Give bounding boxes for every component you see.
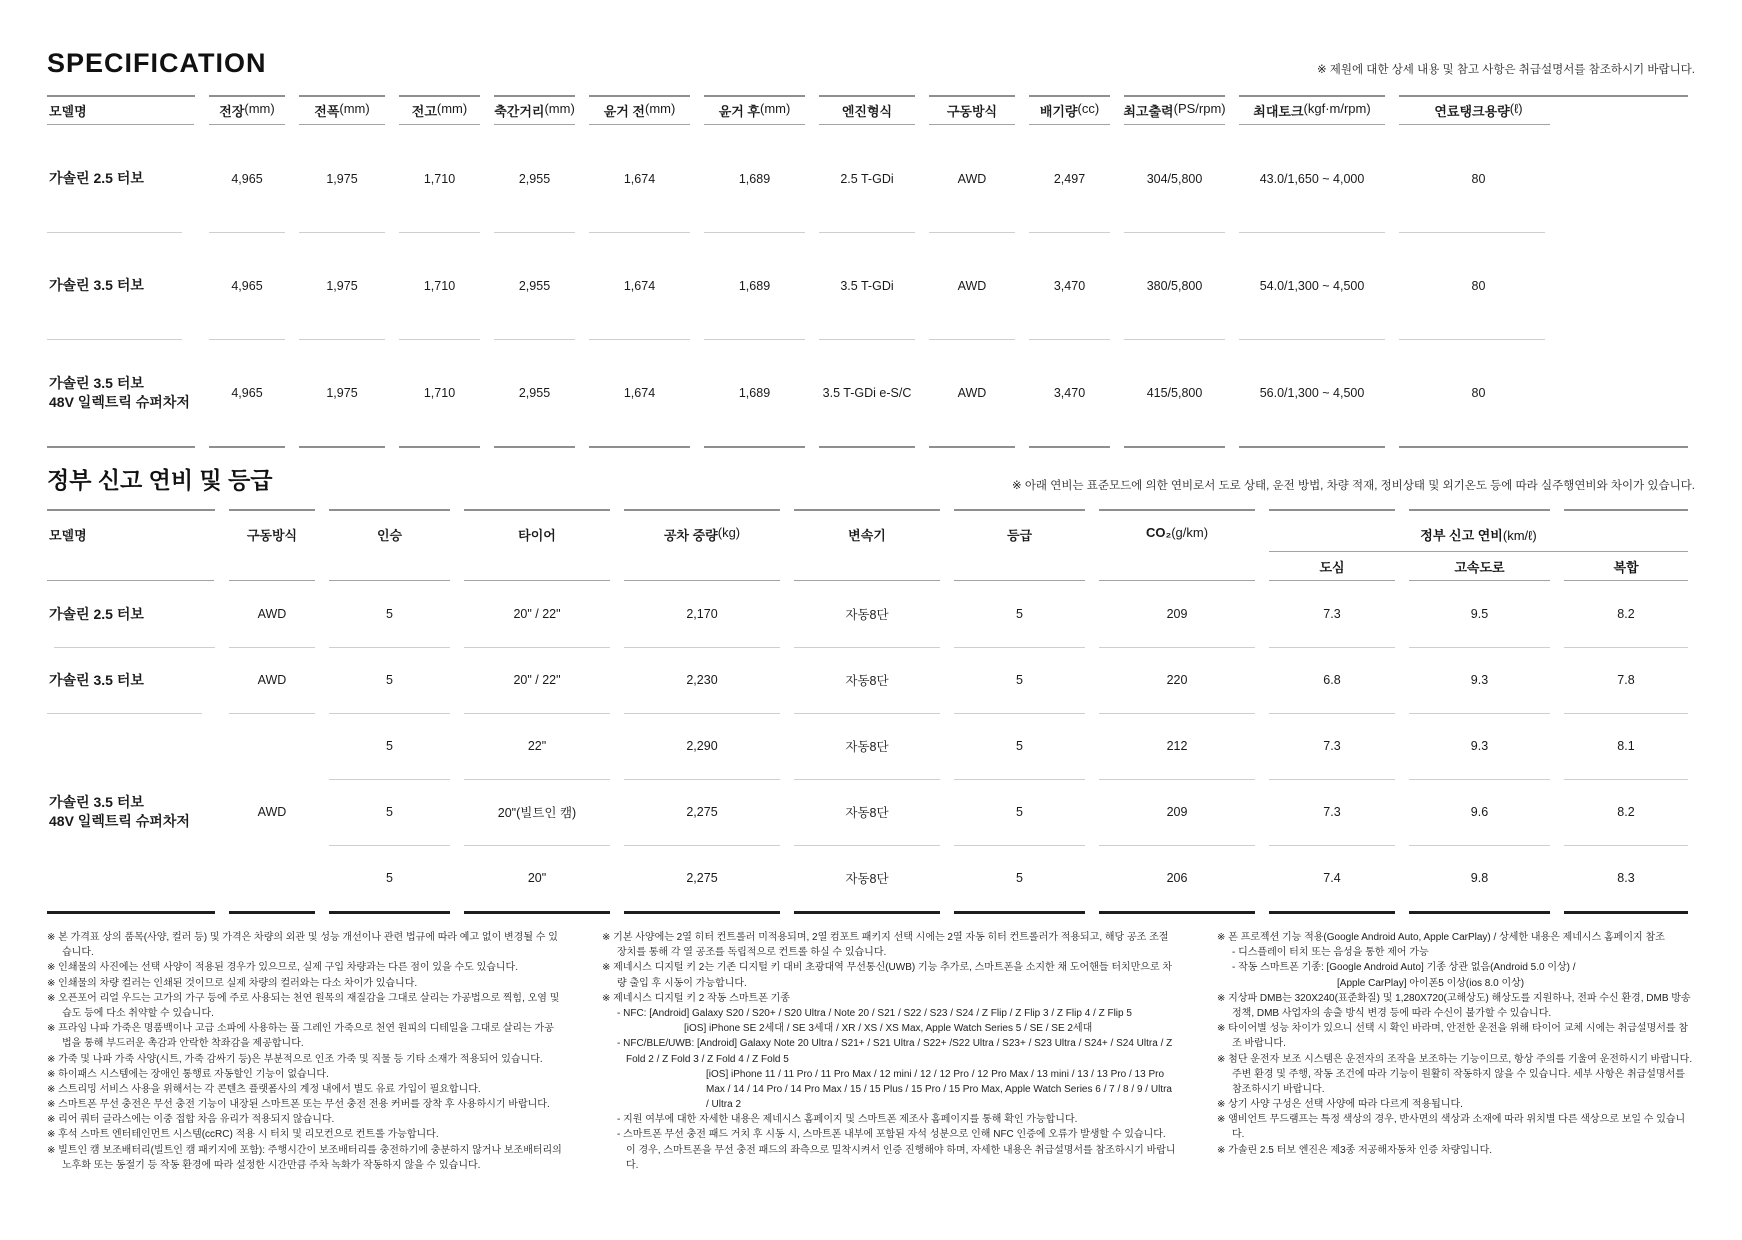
spec-cell-front-tread: 1,674 [582, 232, 697, 339]
footnote-item: [iOS] iPhone SE 2세대 / SE 3세대 / XR / XS / XS Max, Apple Watch Series 5 / SE / SE 2세대 [684, 1023, 1093, 1035]
footnote-item: [iOS] iPhone 11 / 11 Pro / 11 Pro Max / 12 mini / 12 / 12 Pro / 12 Pro Max / 13 mini / 13 / 13 Pro / 13 Pro Max / 14 / 14 Pro / 14 Pro Max / 15 / 15 Plus / 15 Pro / 15 Pro Max, Apple Watch Series 6 / 7 / 8 / 9 / Ultra / Ultra 2 [706, 1068, 1172, 1111]
fuel-cell-seating: 5 [386, 607, 393, 621]
fuel-cell-tires: 20" / 22" [513, 607, 561, 621]
footnote-item: ※ 제네시스 디지털 키 2 작동 스마트폰 기종 [602, 992, 790, 1004]
column-header-fuel-tank: 연료탱크용량 (ℓ) [1392, 97, 1695, 125]
spec-cell-length: 4,965 [231, 171, 263, 186]
spec-cell-engine-type: 2.5 T-GDi [840, 171, 894, 186]
group-subheaders [1262, 555, 1695, 581]
footnote-item: ※ 본 가격표 상의 품목(사양, 컬러 등) 및 가격은 차량의 외관 및 성능 개선이나 관련 법규에 따라 예고 없이 변경될 수 있습니다. [47, 932, 558, 959]
column-header-grade: 등급 [947, 511, 1092, 581]
model-name-line2: 48V 일렉트릭 슈퍼차저 [49, 393, 190, 410]
fuel-cell-grade: 5 [947, 713, 1092, 779]
fuel-cell-transmission: 자동8단 [787, 779, 947, 845]
footnote-item: - 디스플레이 터치 또는 음성을 통한 제어 가능 [1232, 947, 1429, 959]
footnote-item: ※ 오픈포어 리얼 우드는 고가의 가구 등에 주로 사용되는 천연 원목의 재질감을 그대로 살리는 가공법으로 찍힘, 오염 및 습도 등에 다소 취약할 수 있습니다. [47, 992, 560, 1019]
footnote-item: ※ 스마트폰 무선 충전은 무선 충전 기능이 내장된 스마트폰 또는 무선 충전 전용 커버를 장착 후 사용하시기 바랍니다. [47, 1099, 550, 1111]
spec-cell-width: 1,975 [292, 339, 392, 446]
model-name-line1: 가솔린 3.5 터보 [49, 794, 144, 811]
group-header-underline [1269, 551, 1688, 552]
fuel-table-header-row [47, 511, 1695, 581]
spec-cell-max-power: 415/5,800 [1117, 339, 1232, 446]
fuel-cell-transmission: 자동8단 [845, 608, 889, 622]
table-row [47, 232, 1695, 339]
model-name-line1: 가솔린 3.5 터보 [49, 277, 144, 294]
fuel-cell-city: 7.4 [1262, 845, 1402, 911]
table-row [322, 845, 1695, 911]
spec-cell-fuel-tank: 80 [1471, 171, 1486, 186]
spec-cell-max-power: 380/5,800 [1117, 232, 1232, 339]
spec-cell-max-torque: 56.0/1,300 ~ 4,500 [1232, 339, 1392, 446]
fuel-cell-highway: 9.8 [1402, 845, 1557, 911]
column-header-width: 전폭 (mm) [292, 97, 392, 125]
fuel-cell-drivetrain: AWD [222, 647, 322, 713]
subcolumn-header-highway: 고속도로 [1402, 555, 1557, 581]
column-header-max-torque: 최대토크 (kgf·m/rpm) [1232, 97, 1392, 125]
spec-cell-max-torque: 54.0/1,300 ~ 4,500 [1232, 232, 1392, 339]
model-name-cell: 가솔린 2.5 터보 [49, 605, 144, 622]
spec-cell-drivetrain: AWD [957, 171, 987, 186]
table-row [47, 581, 1695, 647]
footnote-item: - NFC: [Android] Galaxy S20 / S20+ / S20 Ultra / Note 20 / S21 / S22 / S23 / S24 / Z Flip / Z Flip 3 / Z Flip 4 / Z Flip 5 [617, 1007, 1132, 1019]
fuel-cell-highway: 9.3 [1402, 713, 1557, 779]
spec-cell-height: 1,710 [392, 232, 487, 339]
model-name-cell [47, 232, 202, 339]
table-row [47, 647, 1695, 713]
table-row [322, 713, 1695, 779]
fuel-cell-grade: 5 [947, 845, 1092, 911]
table-row [47, 125, 1695, 232]
footnote-item: - 작동 스마트폰 기종: [Google Android Auto] 기종 상관 없음(Android 5.0 이상) / [1232, 962, 1576, 974]
footnote-column-1 [47, 930, 562, 1173]
model-name-cell [47, 339, 202, 446]
fuel-cell-city: 7.3 [1262, 713, 1402, 779]
fuel-cell-drivetrain: AWD [222, 713, 322, 911]
column-header-rear-tread: 윤거 후 (mm) [697, 97, 812, 125]
footnote-item: ※ 인쇄물의 차량 컬러는 인쇄된 것이므로 실제 차량의 컬러와는 다소 차이가 있습니다. [47, 977, 418, 989]
spec-cell-front-tread: 1,674 [582, 339, 697, 446]
footnote-item: ※ 리어 쿼터 글라스에는 이중 접합 차음 유리가 적용되지 않습니다. [47, 1114, 335, 1126]
fuel-cell-transmission: 자동8단 [787, 845, 947, 911]
model-name-line2: 48V 일렉트릭 슈퍼차저 [49, 813, 190, 829]
spec-cell-front-tread: 1,674 [623, 171, 656, 186]
footnote-item: ※ 가죽 및 나파 가죽 사양(시트, 가죽 감싸기 등)은 부분적으로 인조 가죽 및 직물 등 기타 소재가 적용되어 있습니다. [47, 1053, 543, 1065]
spec-cell-engine-type: 3.5 T-GDi [812, 232, 922, 339]
fuel-cell-curb-weight: 2,230 [617, 647, 787, 713]
column-header-max-power: 최고출력 (PS/rpm) [1117, 97, 1232, 125]
fuel-cell-grade: 5 [947, 779, 1092, 845]
spec-cell-height: 1,710 [392, 339, 487, 446]
fuel-cell-transmission: 자동8단 [787, 647, 947, 713]
footnote-item: ※ 첨단 운전자 보조 시스템은 운전자의 조작을 보조하는 기능이므로, 항상 주의를 기울여 운전하시기 바랍니다. 주변 환경 및 주행, 작동 조건에 따라 기능이 원활히 작동하지 않을 수 있습니다. 세부 사항은 취급설명서를 참조하시기 바랍니다. [1217, 1053, 1693, 1095]
fuel-cell-grade: 5 [1016, 607, 1023, 621]
fuel-cell-tires: 20"(빌트인 캠) [457, 779, 617, 845]
fuel-cell-co2: 209 [1166, 607, 1188, 621]
spec-cell-wheelbase: 2,955 [518, 171, 551, 186]
spec-cell-fuel-tank: 80 [1392, 232, 1695, 339]
fuel-economy-group-header [1262, 511, 1695, 581]
model-name-line1: 가솔린 2.5 터보 [49, 170, 144, 187]
column-header-model: 모델명 [47, 511, 222, 581]
spec-cell-length: 4,965 [202, 232, 292, 339]
footnote-item: ※ 하이패스 시스템에는 장애인 통행료 자동할인 기능이 없습니다. [47, 1068, 329, 1080]
spec-cell-displacement: 2,497 [1053, 171, 1086, 186]
fuel-cell-highway: 9.5 [1470, 607, 1489, 621]
column-header-length: 전장 (mm) [202, 97, 292, 125]
fuel-cell-highway: 9.3 [1402, 647, 1557, 713]
footnote-item: ※ 빌트인 캠 보조배터리(빌트인 캠 패키지에 포함): 주행시간이 보조배터리를 충전하기에 충분하지 않거나 보조배터리의 노후화 또는 동절기 등 작동 환경에 따라 설정한 시간만큼 주차 녹화가 작동하지 않을 수 있습니다. [47, 1144, 562, 1171]
fuel-cell-highway: 9.6 [1402, 779, 1557, 845]
fuel-cell-curb-weight: 2,170 [686, 607, 718, 621]
model-name-cell [47, 125, 202, 232]
footnote-item: [Apple CarPlay] 아이폰5 이상(ios 8.0 이상) [1337, 977, 1525, 989]
fuel-cell-curb-weight: 2,290 [617, 713, 787, 779]
spec-cell-wheelbase: 2,955 [487, 339, 582, 446]
subcolumn-header-combined: 복합 [1557, 555, 1695, 581]
footnote-item: - 스마트폰 무선 충전 패드 거치 후 시동 시, 스마트폰 내부에 포함된 자석 성분으로 인해 NFC 인증에 오류가 발생할 수 있습니다. 이 경우, 스마트폰을 무선 충전 패드의 좌측으로 밀착시켜서 인증 진행해야 하며, 자세한 내용은 취급설명서를 참조하시기 바랍니다. [617, 1129, 1176, 1171]
fuel-cell-curb-weight: 2,275 [617, 779, 787, 845]
footnote-column-3 [1217, 930, 1695, 1173]
column-header-model: 모델명 [47, 97, 202, 125]
fuel-cell-city: 7.3 [1323, 607, 1341, 621]
group-header-label: 정부 신고 연비(km/ℓ) [1420, 528, 1537, 543]
fuel-cell-co2: 220 [1092, 647, 1262, 713]
fuel-cell-transmission: 자동8단 [787, 713, 947, 779]
fuel-section-title: 정부 신고 연비 및 등급 [47, 467, 273, 493]
supercharger-model-row-group [47, 713, 1695, 911]
specification-table [47, 95, 1695, 448]
spec-cell-displacement: 3,470 [1022, 339, 1117, 446]
footnote-item: ※ 폰 프로젝션 기능 적용(Google Android Auto, Apple CarPlay) / 상세한 내용은 제네시스 홈페이지 참조 [1217, 932, 1665, 943]
column-header-height: 전고 (mm) [392, 97, 487, 125]
column-header-wheelbase: 축간거리 (mm) [487, 97, 582, 125]
spec-reference-note: ※ 제원에 대한 상세 내용 및 참고 사항은 취급설명서를 참조하시기 바랍니다. [1316, 64, 1695, 76]
footnote-item: - 지원 여부에 대한 자세한 내용은 제네시스 홈페이지 및 스마트폰 제조사 홈페이지를 통해 확인 가능합니다. [617, 1114, 1078, 1126]
model-name-cell: 가솔린 3.5 터보 [47, 647, 222, 713]
footnote-item: ※ 지상파 DMB는 320X240(표준화질) 및 1,280X720(고해상도) 해상도를 지원하나, 전파 수신 환경, DMB 방송 정책, DMB 사업자의 송출 방식 변경 등에 따라 수신이 불가할 수 있습니다. [1217, 992, 1691, 1019]
column-header-drivetrain: 구동방식 [222, 511, 322, 581]
footnote-item: ※ 타이어별 성능 차이가 있으니 선택 시 확인 바라며, 안전한 운전을 위해 타이어 교체 시에는 취급설명서를 참조 바랍니다. [1217, 1023, 1688, 1050]
spec-cell-engine-type: 3.5 T-GDi e-S/C [812, 339, 922, 446]
fuel-cell-grade: 5 [947, 647, 1092, 713]
fuel-cell-co2: 209 [1092, 779, 1262, 845]
fuel-cell-co2: 206 [1092, 845, 1262, 911]
fuel-section-note: ※ 아래 연비는 표준모드에 의한 연비로서 도로 상태, 운전 방법, 차량 적재, 정비상태 및 외기온도 등에 따라 실주행연비와 차이가 있습니다. [1011, 480, 1695, 492]
spec-cell-height: 1,710 [423, 171, 456, 186]
footnote-item: ※ 제네시스 디지털 키 2는 기존 디지털 키 대비 초광대역 무선통신(UWB) 기능 추가로, 스마트폰을 소지한 채 도어핸들 터치만으로 차량 출입 후 시동이 가능합니다. [602, 962, 1173, 989]
supercharger-subrows [322, 713, 1695, 911]
fuel-cell-city: 7.3 [1262, 779, 1402, 845]
footnote-item: - NFC/BLE/UWB: [Android] Galaxy Note 20 Ultra / S21+ / S21 Ultra / S22+ /S22 Ultra / S23+ / S23 Ultra / S24+ / S24 Ultra / Z Fold 2 / Z Fold 3 / Z Fold 4 / Z Fold 5 [617, 1038, 1173, 1065]
model-name-line1: 가솔린 3.5 터보 [49, 374, 144, 391]
spec-table-bottom-border [47, 446, 1695, 448]
spec-cell-wheelbase: 2,955 [487, 232, 582, 339]
footnotes [47, 930, 1695, 1173]
column-header-curb-weight: 공차 중량 (kg) [617, 511, 787, 581]
fuel-table-body [47, 581, 1695, 713]
spec-cell-drivetrain: AWD [922, 339, 1022, 446]
column-header-tires: 타이어 [457, 511, 617, 581]
fuel-cell-seating: 5 [322, 647, 457, 713]
fuel-economy-table [47, 509, 1695, 914]
footnote-item: ※ 프라임 나파 가죽은 명품백이나 고급 소파에 사용하는 풀 그레인 가죽으로 천연 원피의 디테일을 그대로 살리는 가공법을 통해 부드러운 촉감과 안락한 착좌감을 제공합니다. [47, 1023, 554, 1050]
fuel-cell-tires: 22" [457, 713, 617, 779]
footnote-item: ※ 상기 사양 구성은 선택 사양에 따라 다르게 적용됩니다. [1217, 1099, 1463, 1111]
spec-cell-width: 1,975 [326, 171, 358, 186]
column-header-engine-type: 엔진형식 [812, 97, 922, 125]
table-row [322, 779, 1695, 845]
spec-cell-displacement: 3,470 [1022, 232, 1117, 339]
table-row [47, 339, 1695, 446]
fuel-cell-combined: 7.8 [1557, 647, 1695, 713]
page-title: SPECIFICATION [47, 48, 267, 78]
spec-cell-max-torque: 43.0/1,650 ~ 4,000 [1259, 171, 1365, 186]
column-header-displacement: 배기량 (cc) [1022, 97, 1117, 125]
footnote-item: ※ 후석 스마트 엔터테인먼트 시스템(ccRC) 적용 시 터치 및 리모컨으로 컨트롤 가능합니다. [47, 1129, 439, 1141]
fuel-table-bottom-border [47, 911, 1695, 914]
fuel-cell-combined: 8.1 [1557, 713, 1695, 779]
fuel-cell-co2: 212 [1092, 713, 1262, 779]
fuel-cell-tires: 20" [457, 845, 617, 911]
footnote-item: ※ 앰비언트 무드램프는 특정 색상의 경우, 반사면의 색상과 소재에 따라 위치별 다른 색상으로 보일 수 있습니다. [1217, 1114, 1686, 1141]
spec-cell-max-power: 304/5,800 [1146, 171, 1203, 186]
column-header-co2: CO₂ (g/km) [1092, 511, 1262, 581]
spec-table-header-row [47, 97, 1695, 125]
model-name-cell [47, 713, 222, 911]
column-header-front-tread: 윤거 전 (mm) [582, 97, 697, 125]
fuel-cell-seating: 5 [322, 713, 457, 779]
footnote-item: ※ 인쇄물의 사진에는 선택 사양이 적용된 경우가 있으므로, 실제 구입 차량과는 다른 점이 있을 수도 있습니다. [47, 962, 518, 974]
footnote-item: ※ 기본 사양에는 2열 히터 컨트롤러 미적용되며, 2열 컴포트 패키지 선택 시에는 2열 자동 히터 컨트롤러가 적용되고, 해당 공조 조절 장치를 통해 각 열 공조를 독립적으로 컨트롤 하실 수 있습니다. [602, 932, 1169, 959]
footnote-column-2 [602, 930, 1177, 1173]
column-header-transmission: 변속기 [787, 511, 947, 581]
footnote-item: ※ 가솔린 2.5 터보 엔진은 제3종 저공해자동차 인증 차량입니다. [1217, 1144, 1493, 1156]
title-bar [47, 0, 1695, 79]
fuel-cell-seating: 5 [322, 779, 457, 845]
column-header-seating: 인승 [322, 511, 457, 581]
fuel-cell-city: 6.8 [1262, 647, 1402, 713]
fuel-section-title-bar [47, 462, 1695, 495]
spec-cell-rear-tread: 1,689 [697, 232, 812, 339]
fuel-cell-seating: 5 [322, 845, 457, 911]
spec-cell-length: 4,965 [202, 339, 292, 446]
fuel-cell-combined: 8.2 [1617, 607, 1635, 621]
spec-cell-rear-tread: 1,689 [697, 339, 812, 446]
fuel-cell-combined: 8.3 [1557, 845, 1695, 911]
subcolumn-header-city: 도심 [1262, 555, 1402, 581]
column-header-drivetrain: 구동방식 [922, 97, 1022, 125]
spec-table-body [47, 125, 1695, 446]
spec-cell-width: 1,975 [292, 232, 392, 339]
fuel-cell-curb-weight: 2,275 [617, 845, 787, 911]
spec-cell-fuel-tank: 80 [1392, 339, 1695, 446]
fuel-cell-tires: 20" / 22" [457, 647, 617, 713]
spec-cell-rear-tread: 1,689 [738, 171, 771, 186]
footnote-item: ※ 스트리밍 서비스 사용을 위해서는 각 콘텐츠 플랫폼사의 계정 내에서 별도 유료 가입이 필요합니다. [47, 1083, 481, 1095]
fuel-cell-combined: 8.2 [1557, 779, 1695, 845]
spec-cell-drivetrain: AWD [922, 232, 1022, 339]
fuel-cell-drivetrain: AWD [257, 607, 287, 621]
